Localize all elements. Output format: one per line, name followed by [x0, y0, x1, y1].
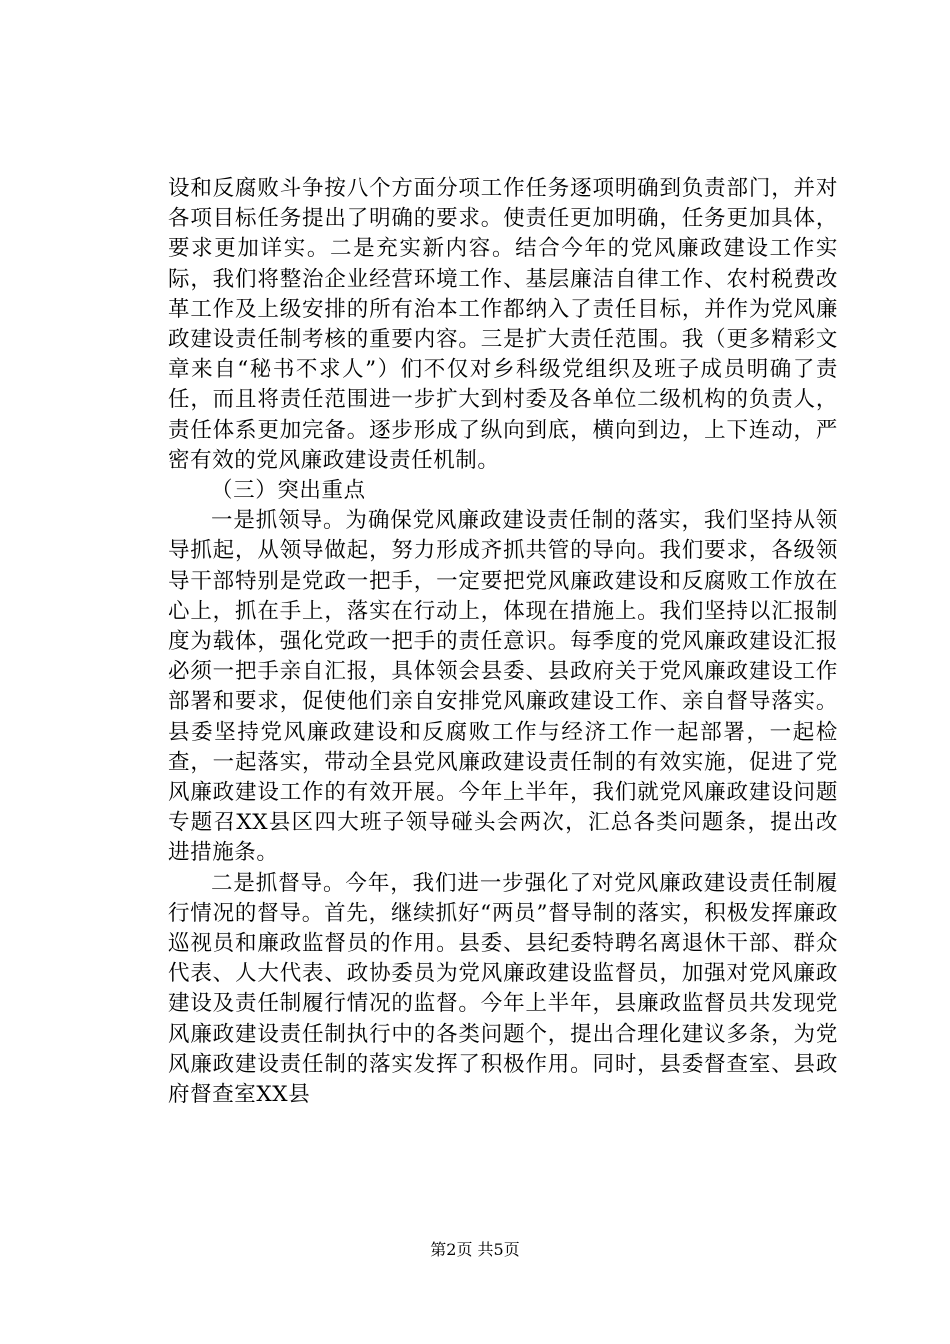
- document-body: [168, 174, 838, 1110]
- paragraph-continuation: 设和反腐败斗争按八个方面分项工作任务逐项明确到负责部门，并对各项目标任务提出了明确的要求。使责任更加明确，任务更加具体，要求更加详实。二是充实新内容。结合今年的党风廉政建设工作实际，我们将整治企业经营环境工作、基层廉洁自律工作、农村税费改革工作及上级安排的所有治本工作都纳入了责任目标，并作为党风廉政建设责任制考核的重要内容。三是扩大责任范围。我（更多精彩文章来自“秘书不求人”）们不仅对乡科级党组织及班子成员明确了责任，而且将责任范围进一步扩大到村委及各单位二级机构的负责人，责任体系更加完备。逐步形成了纵向到底，横向到边，上下连动，严密有效的党风廉政建设责任机制。: [168, 176, 838, 473]
- section-heading: （三）突出重点: [211, 478, 366, 504]
- paragraph-supervision: 二是抓督导。今年，我们进一步强化了对党风廉政建设责任制履行情况的督导。首先，继续抓好“两员”督导制的落实，积极发挥廉政巡视员和廉政监督员的作用。县委、县纪委特聘名离退休干部、群众代表、人大代表、政协委员为党风廉政建设监督员，加强对党风廉政建设及责任制履行情况的监督。今年上半年，县廉政监督员共发现党风廉政建设责任制执行中的各类问题个，提出合理化建议多条，为党风廉政建设责任制的落实发挥了积极作用。同时，县委督查室、县政府督查室XX县: [168, 870, 838, 1108]
- page-number-footer: 第2页 共5页: [430, 1240, 520, 1259]
- paragraph-leadership: 一是抓领导。为确保党风廉政建设责任制的落实，我们坚持从领导抓起，从领导做起，努力形成齐抓共管的导向。我们要求，各级领导干部特别是党政一把手，一定要把党风廉政建设和反腐败工作放在心上，抓在手上，落实在行动上，体现在措施上。我们坚持以汇报制度为载体，强化党政一把手的责任意识。每季度的党风廉政建设汇报必须一把手亲自汇报，具体领会县委、县政府关于党风廉政建设工作部署和要求，促使他们亲自安排党风廉政建设工作、亲自督导落实。县委坚持党风廉政建设和反腐败工作与经济工作一起部署，一起检查，一起落实，带动全县党风廉政建设责任制的有效实施，促进了党风廉政建设工作的有效开展。今年上半年，我们就党风廉政建设问题专题召XX县区四大班子领导碰头会两次，汇总各类问题条，提出改进措施条。: [168, 508, 838, 866]
